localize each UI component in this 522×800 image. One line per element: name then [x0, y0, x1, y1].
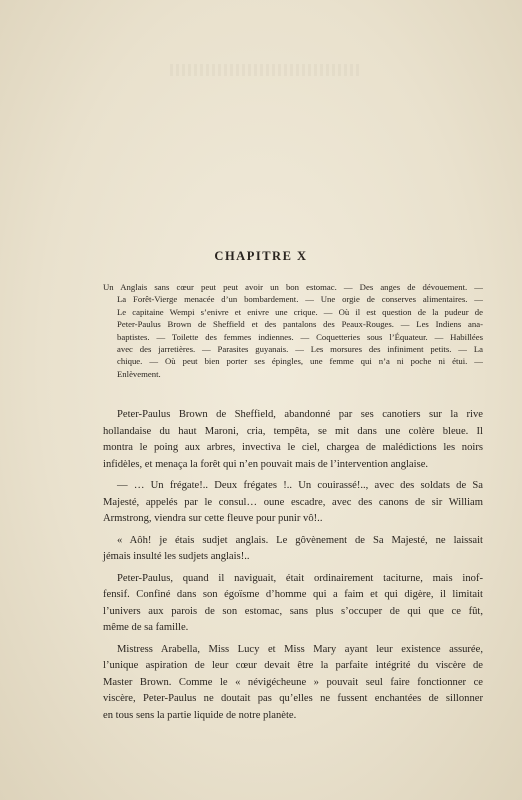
summary-line: Enlèvement. — [117, 368, 161, 379]
body-line: Peter-Paulus Brown de Sheffield, abandonné par ses canotiers sur la rive — [117, 409, 483, 420]
paragraph — [103, 533, 483, 566]
paragraph — [103, 642, 483, 725]
body-line: viscère, Peter-Paulus ne doutait pas qu’elles ne fussent enchantées de sillonner — [103, 693, 483, 704]
body-line: fensif. Confiné dans son égoïsme d’homme qui a faim et qui digère, il limitait — [103, 589, 483, 600]
body-line: Majesté, appelés par le consul… oune escadre, avec des canons de sir William — [103, 496, 483, 508]
bleed-through-text — [170, 64, 360, 76]
body-line: Master Brown. Comme le « névigécheune » pouvait seul faire fonctionner ce — [103, 676, 483, 688]
summary-line: chique. — Où peut bien porter ses épingles, une femme qui n’a ni poche ni étui. — — [117, 356, 483, 367]
summary-line: avec des jarretières. — Parasites guyanais. — Les morsures des infiniment petits. — La — [117, 344, 483, 355]
body-line: l’univers aux parois de son estomac, sans plus s’occuper de qui que ce fût, — [103, 605, 483, 617]
body-line: Mistress Arabella, Miss Lucy et Miss Mary ayant leur existence assurée, — [117, 643, 483, 655]
body-line: infidèles, et menaça la forêt qui n’en pouvait mais de l’intervention anglaise. — [103, 458, 429, 470]
paragraph — [103, 571, 483, 637]
body-line: l’unique aspiration de leur cœur devait être la parfaite intégrité du viscère de — [103, 660, 483, 671]
body-line: en tous sens la partie liquide de notre planète. — [103, 709, 297, 721]
chapter-summary — [103, 281, 483, 380]
body-line: jémais insulté les sudjets anglais!.. — [103, 551, 250, 562]
summary-line: Peter-Paulus Brown de Sheffield et des pantalons des Peaux-Rouges. — Les Indiens ana- — [117, 319, 483, 330]
summary-line: baptistes. — Toilette des femmes indiennes. — Coquetteries sous l’Équateur. — Habillées — [117, 331, 483, 342]
chapter-body — [103, 407, 483, 724]
paragraph — [103, 407, 483, 473]
body-line: « Aôh! je étais sudjet anglais. Le gôvènement de Sa Majesté, ne laissait — [117, 534, 483, 546]
body-line: — … Un frégate!.. Deux frégates !.. Un couirassé!.., avec des soldats de Sa — [117, 480, 483, 491]
summary-line: La Forêt-Vierge menacée d’un bombardement. — Une orgie de conserves alimentaires. — — [117, 294, 483, 305]
body-line: Peter-Paulus, quand il naviguait, était ordinairement taciturne, mais inof- — [117, 572, 483, 584]
summary-line: Le capitaine Wempi s’enivre et enivre une crique. — Où il est question de la pudeur de — [117, 306, 483, 317]
body-line: même de sa famille. — [103, 622, 189, 633]
body-line: hollandaise du haut Maroni, cria, tempêta, se mit dans une colère bleue. Il — [103, 425, 483, 437]
body-line: Armstrong, viendra sur cette fleuve pour punir vô!.. — [103, 513, 323, 524]
body-line: montra le poing aux arbres, invectiva le ciel, chargea de malédictions les noirs — [103, 442, 483, 453]
summary-line: Un Anglais sans cœur peut peut avoir un bon estomac. — Des anges de dévouement. — — [103, 282, 483, 292]
chapter-title: CHAPITRE X — [214, 249, 308, 263]
paragraph — [103, 478, 483, 528]
